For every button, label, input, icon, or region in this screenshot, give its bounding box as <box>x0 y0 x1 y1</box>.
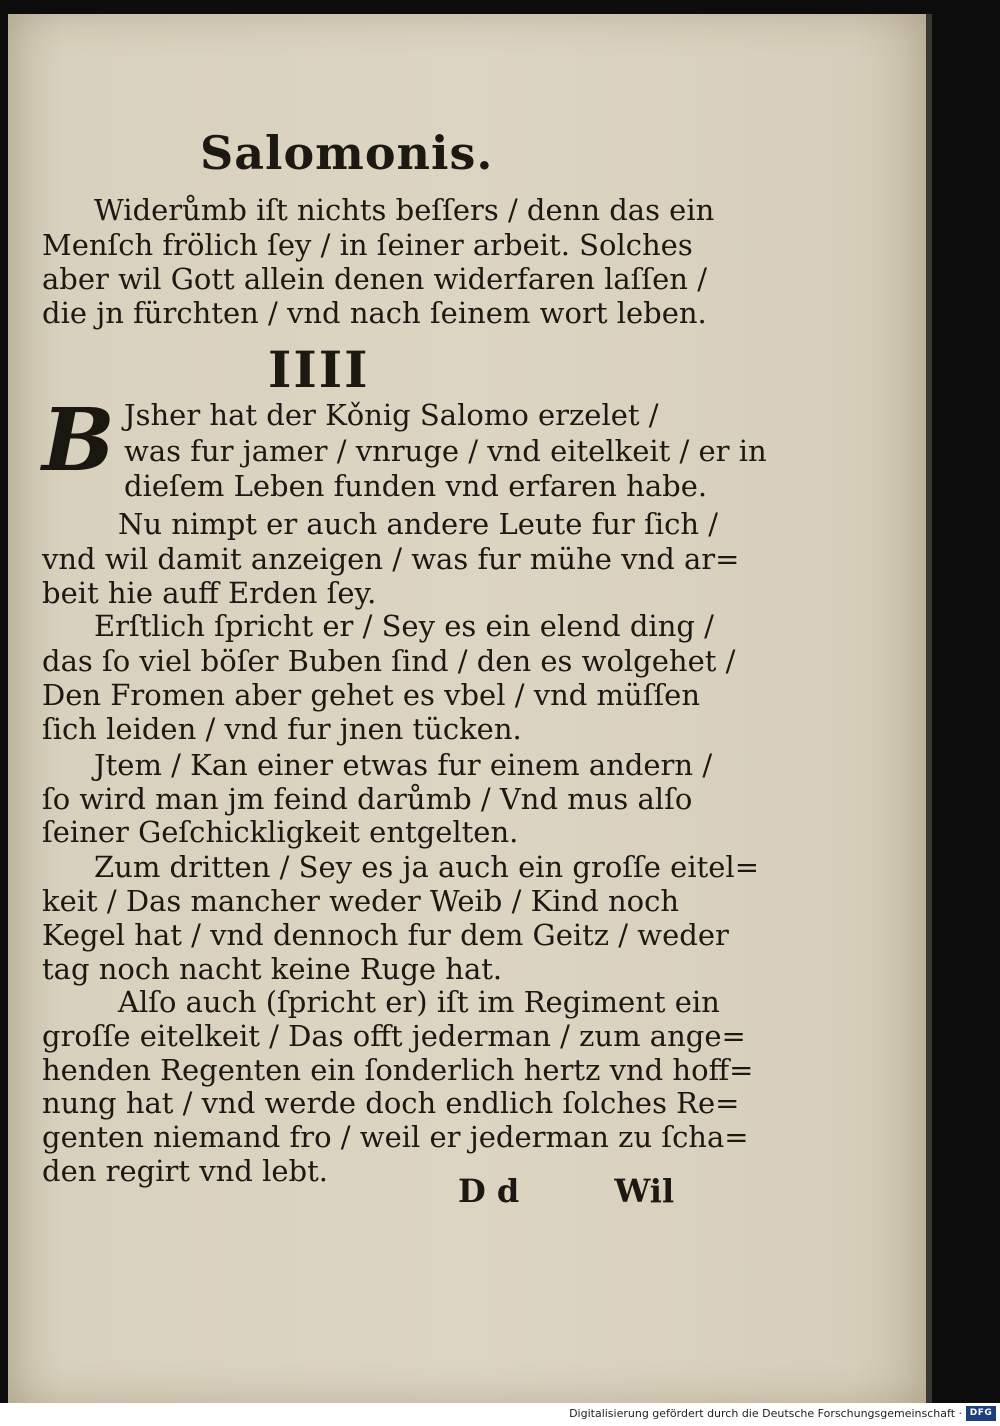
text-line: genten niemand fro / weil er jederman zu ſcha= <box>42 1120 749 1154</box>
text-line: nung hat / vnd werde doch endlich ſolches Re= <box>42 1086 740 1120</box>
text-line: vnd wil damit anzeigen / was fur mühe vnd ar= <box>42 542 740 576</box>
text-line: das ſo viel böſer Buben ſind / den es wolgehet / <box>42 644 736 678</box>
text-line: Erſtlich ſpricht er / Sey es ein elend ding / <box>94 609 714 643</box>
text-line: Alſo auch (ſpricht er) iſt im Regiment ein <box>118 985 720 1019</box>
signature-mark: D d <box>458 1172 520 1210</box>
text-line: tag noch nacht keine Ruge hat. <box>42 952 503 986</box>
text-line: die jn fürchten / vnd nach ſeinem wort leben. <box>42 296 707 330</box>
text-line: Jtem / Kan einer etwas fur einem andern / <box>94 748 713 782</box>
text-line: Nu nimpt er auch andere Leute fur ſich / <box>118 507 718 541</box>
catchword-row <box>458 1172 675 1210</box>
text-line: ſich leiden / vnd fur jnen tücken. <box>42 712 522 746</box>
text-line: Kegel hat / vnd dennoch fur dem Geitz / weder <box>42 918 729 952</box>
footer <box>0 1403 1000 1426</box>
text-line: keit / Das mancher weder Weib / Kind noch <box>42 884 680 918</box>
text-line: beit hie auff Erden ſey. <box>42 576 377 610</box>
footer-credit: Digitalisierung gefördert durch die Deutsche Forschungsgemeinschaft · <box>569 1407 962 1420</box>
text-line: dieſem Leben funden vnd erfaren habe. <box>124 469 708 503</box>
text-line: groſſe eitelkeit / Das offt jederman / zum ange= <box>42 1019 746 1053</box>
text-line: den regirt vnd lebt. <box>42 1154 328 1188</box>
text-line: ſeiner Geſchickligkeit entgelten. <box>42 815 519 849</box>
chapter-number: IIII <box>268 340 370 399</box>
running-head: Salomonis. <box>200 126 494 180</box>
initial-letter: B <box>42 390 115 491</box>
text-line: Jsher hat der Kǒnig Salomo erzelet / <box>124 398 659 432</box>
catchword: Wil <box>614 1172 675 1210</box>
text-line: was fur jamer / vnruge / vnd eitelkeit / er in <box>124 434 767 468</box>
text-line: ſo wird man jm feind darůmb / Vnd mus alſo <box>42 782 693 816</box>
text-line: henden Regenten ein ſonderlich hertz vnd hoff= <box>42 1053 754 1087</box>
text-line: Menſch frölich ſey / in ſeiner arbeit. Solches <box>42 228 693 262</box>
page-edge <box>926 14 932 1403</box>
text-line: Zum dritten / Sey es ja auch ein groſſe eitel= <box>94 850 759 884</box>
text-line: aber wil Gott allein denen widerfaren laſſen / <box>42 262 707 296</box>
text-line: Widerůmb iſt nichts beſſers / denn das ein <box>94 193 715 227</box>
dfg-logo: DFG <box>966 1406 996 1421</box>
text-line: Den Fromen aber gehet es vbel / vnd müſſen <box>42 678 701 712</box>
